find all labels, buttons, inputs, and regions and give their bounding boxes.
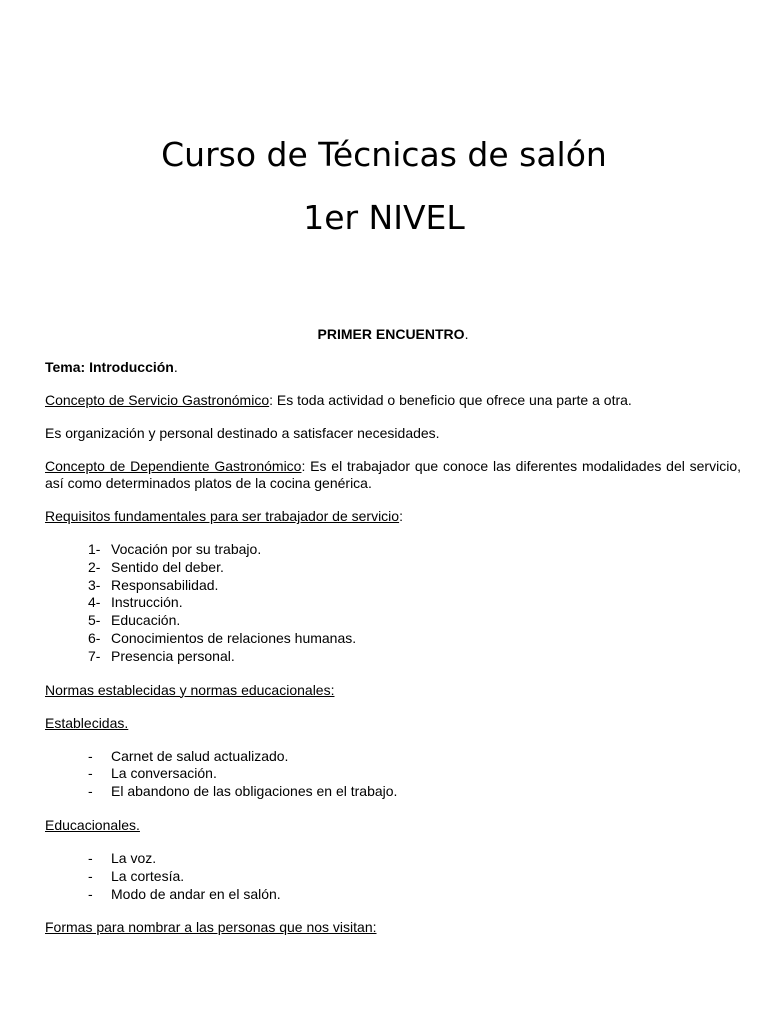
encuentro-heading-line	[45, 326, 741, 343]
list-item	[45, 868, 741, 886]
tema-suffix: .	[173, 359, 178, 375]
document-subtitle: 1er NIVEL	[303, 198, 465, 237]
list-marker: 4-	[88, 594, 101, 611]
establecidas-heading-text: Establecidas.	[45, 714, 129, 731]
educacionales-heading	[45, 817, 741, 834]
list-item	[45, 648, 741, 666]
tema-line	[45, 359, 741, 376]
normas-heading	[45, 682, 741, 699]
list-item-text: Conocimientos de relaciones humanas.	[111, 629, 357, 646]
list-item	[45, 850, 741, 868]
document-title: Curso de Técnicas de salón	[161, 135, 607, 174]
list-item-text: Modo de andar en el salón.	[111, 885, 281, 902]
list-item-text: La cortesía.	[111, 867, 185, 884]
list-item-text: Educación.	[111, 612, 181, 629]
concepto-servicio-paragraph	[45, 392, 741, 409]
educacionales-heading-text: Educacionales.	[45, 816, 140, 833]
establecidas-list	[45, 748, 741, 801]
list-item-text: La conversación.	[111, 765, 217, 782]
establecidas-heading	[45, 715, 741, 732]
formas-heading-text: Formas para nombrar a las personas que nos visitan:	[45, 919, 377, 936]
list-marker: 7-	[88, 647, 101, 664]
list-item	[45, 594, 741, 612]
document-body	[45, 326, 741, 952]
concepto-dependiente-paragraph	[45, 458, 741, 492]
list-marker: 1-	[88, 541, 101, 557]
requisitos-suffix: :	[399, 508, 403, 524]
list-item	[45, 559, 741, 577]
list-item-text: Instrucción.	[111, 594, 183, 611]
list-item-text: El abandono de las obligaciones en el trabajo.	[111, 783, 398, 800]
list-item-text: La voz.	[111, 849, 157, 866]
list-item	[45, 541, 741, 559]
organizacion-paragraph: Es organización y personal destinado a satisfacer necesidades.	[45, 425, 440, 441]
requisitos-heading-line	[45, 508, 741, 525]
list-marker: -	[88, 783, 93, 800]
list-item	[45, 577, 741, 595]
list-marker: 6-	[88, 629, 101, 646]
list-marker: -	[88, 849, 93, 866]
requisitos-heading: Requisitos fundamentales para ser trabajador de servicio	[45, 508, 400, 524]
list-marker: -	[88, 885, 93, 902]
formas-heading	[45, 919, 741, 936]
list-item-text: Responsabilidad.	[111, 576, 219, 593]
concepto-servicio-definition: : Es toda actividad o beneficio que ofrece una parte a otra.	[269, 392, 632, 408]
list-item-text: Carnet de salud actualizado.	[111, 747, 289, 764]
list-marker: 2-	[88, 558, 101, 575]
concepto-dependiente-definition: : Es el trabajador que conoce las diferentes modalidades del servicio, así como determinados platos de la cocina genérica.	[45, 458, 741, 491]
list-marker: 5-	[88, 612, 101, 629]
list-item-text: Presencia personal.	[111, 647, 235, 664]
concepto-dependiente-term: Concepto de Dependiente Gastronómico	[45, 458, 302, 474]
list-item	[45, 748, 741, 766]
tema-label: Tema: Introducción	[45, 359, 174, 375]
list-item	[45, 765, 741, 783]
list-marker: -	[88, 867, 93, 884]
list-marker: -	[88, 765, 93, 782]
list-item-text: Sentido del deber.	[111, 558, 224, 575]
requisitos-list	[45, 541, 741, 666]
normas-heading-text: Normas establecidas y normas educacionales:	[45, 681, 335, 698]
list-item	[45, 612, 741, 630]
list-item	[45, 783, 741, 801]
list-marker: 3-	[88, 576, 101, 593]
list-item	[45, 886, 741, 904]
list-item	[45, 630, 741, 648]
list-marker: -	[88, 747, 93, 764]
encuentro-suffix: .	[464, 326, 469, 342]
encuentro-heading: PRIMER ENCUENTRO	[317, 326, 465, 342]
list-item-text: Vocación por su trabajo.	[111, 541, 262, 557]
educacionales-list	[45, 850, 741, 903]
concepto-servicio-term: Concepto de Servicio Gastronómico	[45, 392, 270, 408]
